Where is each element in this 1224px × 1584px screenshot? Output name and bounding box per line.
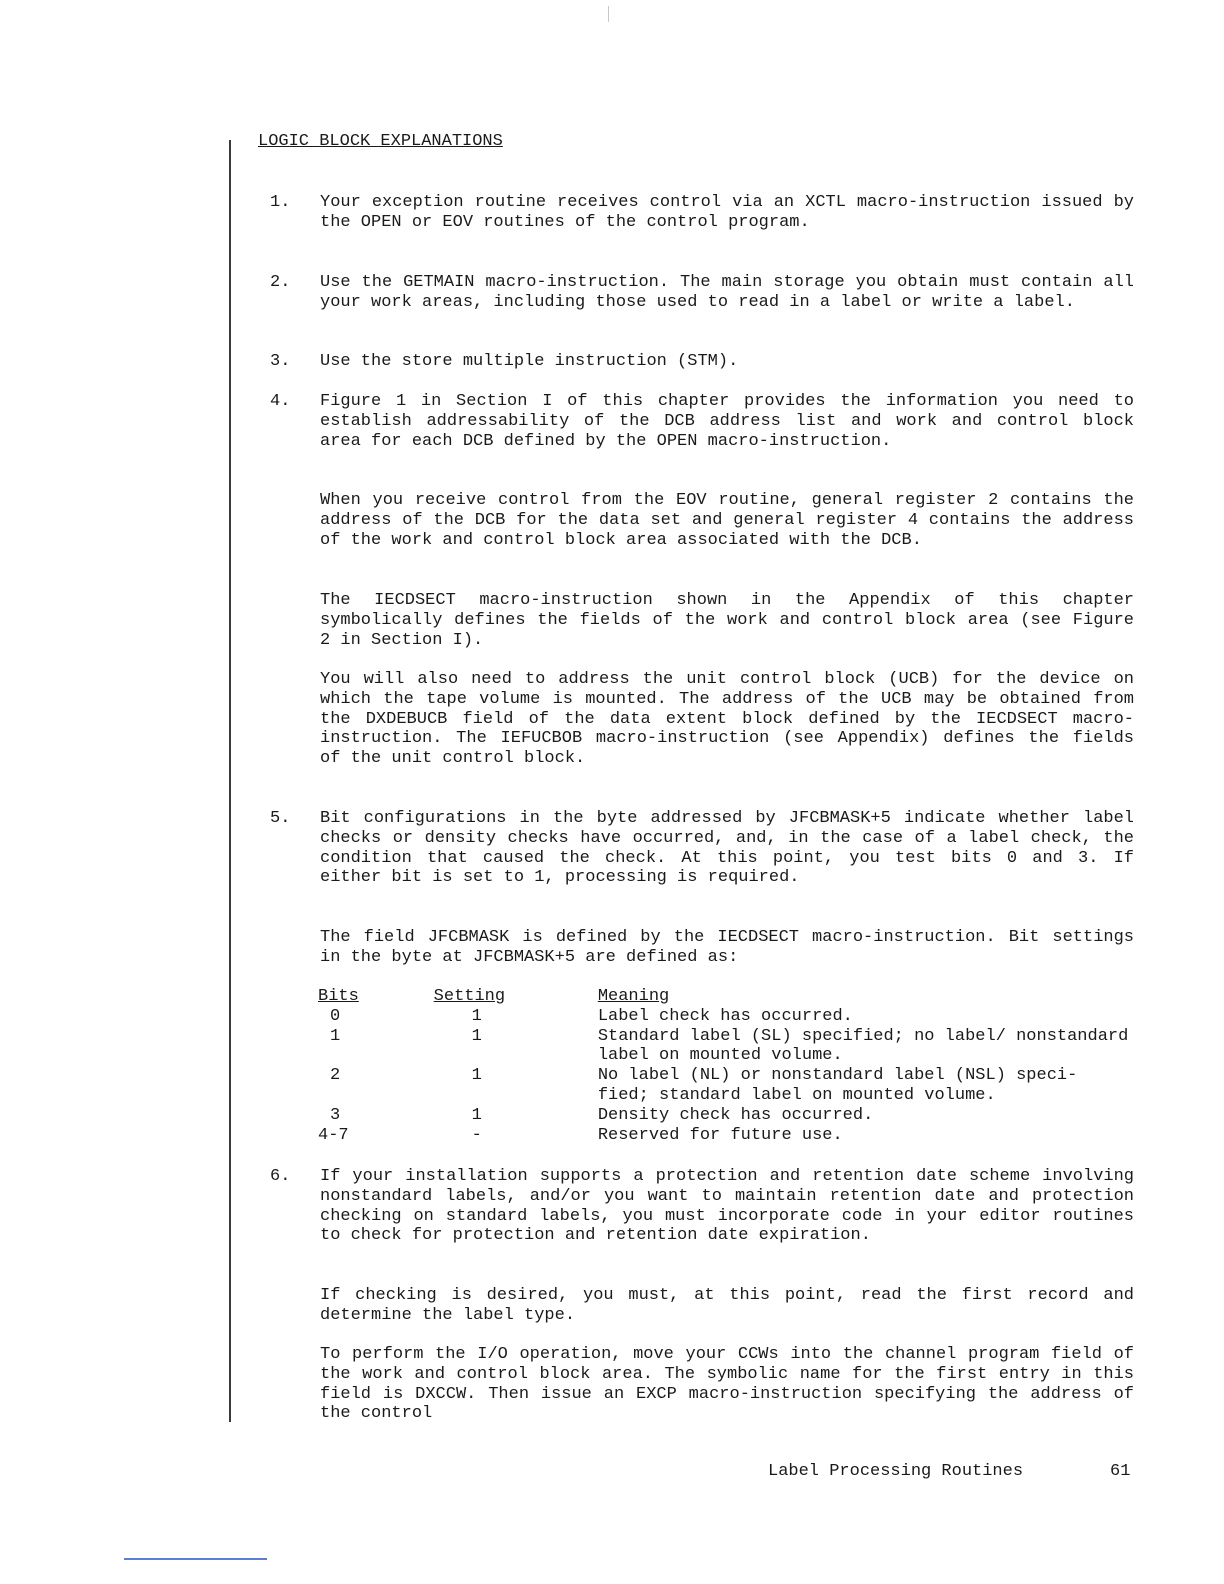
- table-cell: 1: [471, 1006, 482, 1026]
- item-paragraph: Use the GETMAIN macro-instruction. The main storage you obtain must contain all your work areas, including those used to read in a label or write a label.: [320, 273, 1134, 312]
- list-item-5-continued: [270, 928, 1134, 968]
- table-row: [318, 1106, 1134, 1126]
- header-meaning: Meaning: [597, 987, 670, 1006]
- item-paragraph: You will also need to address the unit control block (UCB) for the device on which the tape volume is mounted. The address of the UCB may be obtained from the DXDEBUCB field of the data extent block defined by the IECDSECT macro-instruction. The IEFUCBOB macro-instruction (see Appendix) defines the fields of the unit control block.: [320, 670, 1134, 769]
- list-item-1: [270, 193, 1134, 233]
- table-cell: 4-7: [318, 1125, 349, 1145]
- table-cell: Standard label (SL) specified; no label/ nonstandard label on mounted volume.: [597, 1026, 1129, 1066]
- item-paragraph: Figure 1 in Section I of this chapter provides the information you need to establish addressability of the DCB address list and work and control block area for each DCB defined by the OPEN macro-instruction.: [320, 392, 1134, 451]
- item-paragraph: To perform the I/O operation, move your CCWs into the channel program field of the work and control block area. The symbolic name for the first entry in this field is DXCCW. Then issue an EXCP macro-instruction specifying the address of the control: [320, 1345, 1134, 1424]
- page-number: 61: [1110, 1462, 1131, 1481]
- item-paragraph: The IECDSECT macro-instruction shown in the Appendix of this chapter symbolically defines the fields of the work and control block area (see Figure 2 in Section I).: [320, 591, 1134, 650]
- table-header-cell: [434, 987, 598, 1007]
- item-paragraph: When you receive control from the EOV routine, general register 2 contains the address of the DCB for the data set and general register 4 contains the address of the work and control block area associated with the DCB.: [320, 491, 1134, 550]
- table-row: [318, 1066, 1134, 1106]
- table-row: [318, 1007, 1134, 1027]
- table-cell: 1: [471, 1105, 482, 1125]
- table-header-cell: [318, 987, 434, 1007]
- item-paragraph: Bit configurations in the byte addressed by JFCBMASK+5 indicate whether label checks or density checks have occurred, and, in the case of a label check, the condition that caused the check. At this point, you test bits 0 and 3. If either bit is set to 1, processing is required.: [320, 809, 1134, 888]
- section-heading: LOGIC BLOCK EXPLANATIONS: [258, 132, 503, 151]
- table-header-row: [318, 987, 1134, 1007]
- item-number: 1.: [270, 193, 291, 212]
- revision-change-bar: [229, 140, 231, 1422]
- item-paragraph: If your installation supports a protection and retention date scheme involving nonstandard labels, and/or you want to maintain retention date and protection checking on standard labels, you must incorporate code in your editor routines to check for protection and retention date expiration.: [320, 1167, 1134, 1246]
- item-number: 2.: [270, 273, 291, 292]
- table-cell: 1: [471, 1026, 482, 1046]
- item-number: 4.: [270, 392, 291, 411]
- table-cell: No label (NL) or nonstandard label (NSL) speci- fied; standard label on mounted volume.: [597, 1066, 1078, 1105]
- item-number: 5.: [270, 809, 291, 828]
- top-registration-mark: [608, 6, 609, 22]
- table-cell: Reserved for future use.: [597, 1125, 843, 1145]
- table-row: [318, 1027, 1134, 1067]
- item-paragraph: Your exception routine receives control via an XCTL macro-instruction issued by the OPEN or EOV routines of the control program.: [320, 193, 1134, 232]
- item-paragraph: Use the store multiple instruction (STM).: [320, 352, 739, 371]
- table-cell: 2: [330, 1066, 341, 1086]
- item-number: 6.: [270, 1167, 291, 1186]
- list-item-4: [270, 392, 1134, 451]
- table-header-cell: [598, 987, 1134, 1007]
- item-paragraph: The field JFCBMASK is defined by the IECDSECT macro-instruction. Bit settings in the byte at JFCBMASK+5 are defined as:: [320, 928, 1134, 967]
- table-cell: 3: [330, 1105, 341, 1125]
- table-cell: 1: [330, 1026, 341, 1046]
- table-row: [318, 1126, 1134, 1146]
- table-cell: 1: [471, 1066, 482, 1086]
- header-setting: Setting: [433, 987, 506, 1006]
- table-cell: Density check has occurred.: [597, 1105, 874, 1125]
- table-cell: Label check has occurred.: [597, 1006, 853, 1026]
- table-cell: 0: [330, 1006, 341, 1026]
- header-bits: Bits: [318, 987, 359, 1006]
- list-item-6: [270, 1167, 1134, 1246]
- list-item-4-continued: [270, 591, 1134, 650]
- item-paragraph: If checking is desired, you must, at this point, read the first record and determine the label type.: [320, 1286, 1134, 1325]
- table-cell: -: [471, 1125, 482, 1145]
- bit-settings-table: [318, 987, 1134, 1145]
- list-item-6-continued: [270, 1286, 1134, 1326]
- item-number: 3.: [270, 352, 291, 371]
- list-item-2: [270, 273, 1134, 313]
- bottom-rule: [124, 1558, 267, 1560]
- list-item-6-continued: [270, 1345, 1134, 1424]
- list-item-3: [270, 352, 1134, 372]
- list-item-5: [270, 809, 1134, 888]
- list-item-4-continued: [270, 491, 1134, 550]
- running-footer-title: Label Processing Routines: [768, 1462, 1024, 1481]
- list-item-4-continued: [270, 670, 1134, 769]
